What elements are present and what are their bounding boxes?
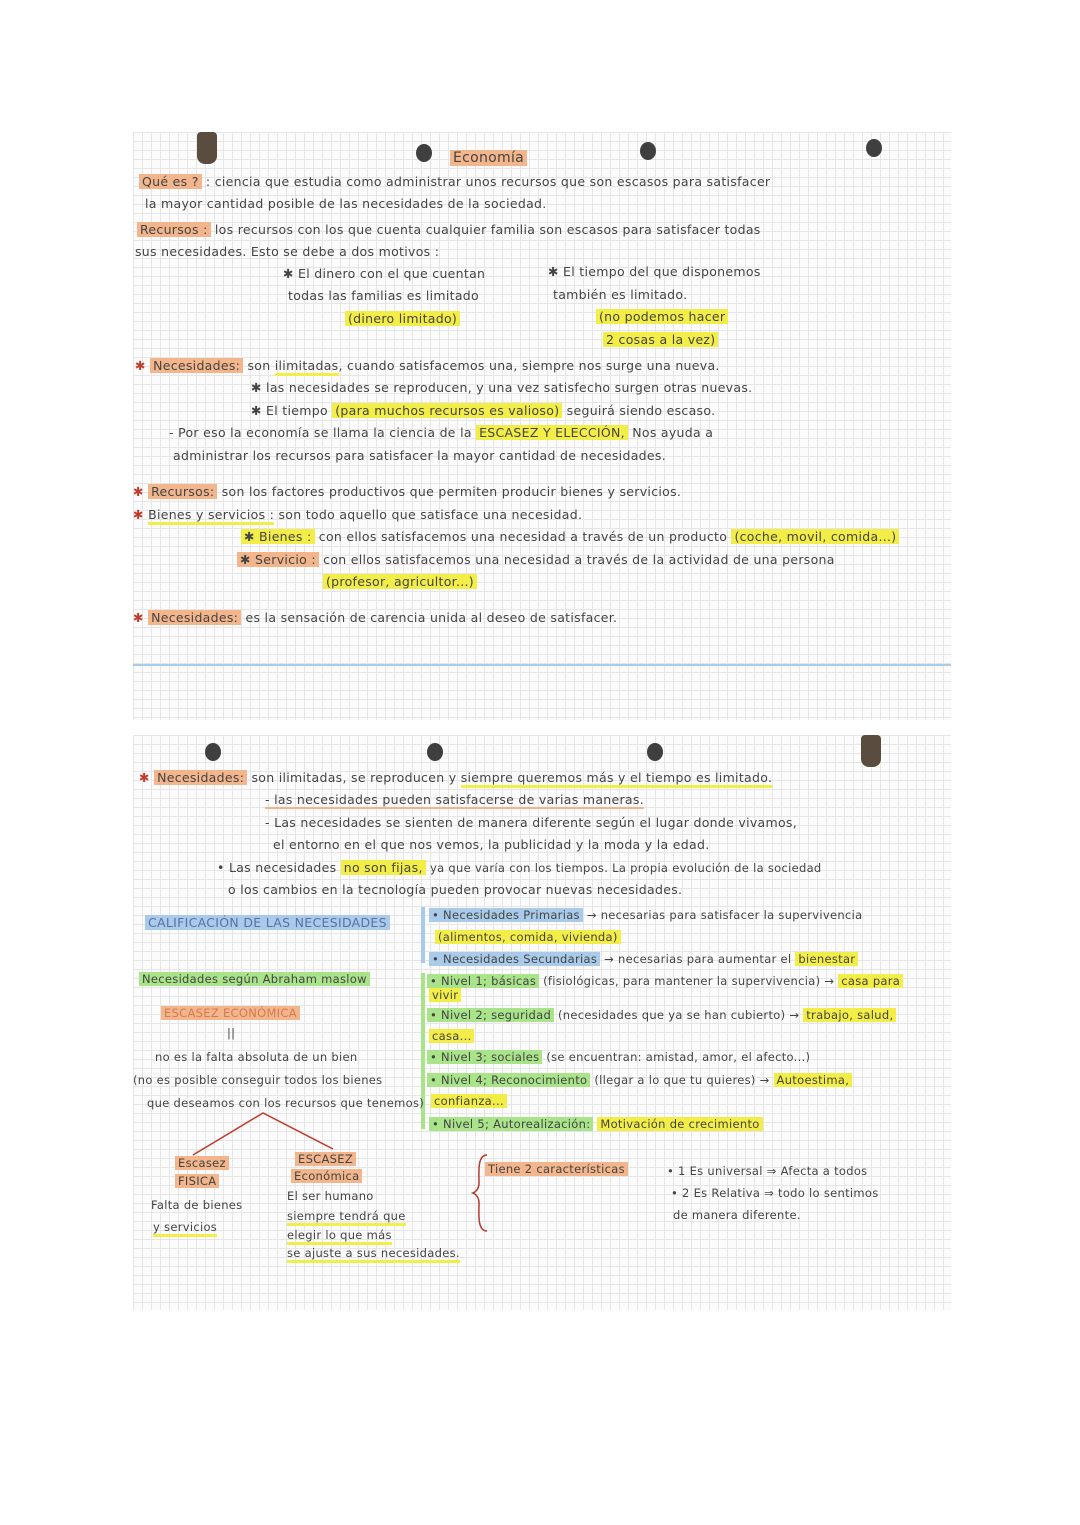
fisica-text1: Falta de bienes: [151, 1198, 243, 1212]
primarias-line: • Necesidades Primarias → necesarias para satisfacer la supervivencia: [429, 907, 862, 923]
bys-label: Bienes y servicios :: [148, 507, 274, 525]
que-es-line: Qué es ? : ciencia que estudia como administrar unos recursos que son escasos para satisfacer: [139, 174, 770, 190]
page-title: Economía: [450, 150, 527, 166]
servicio-note: (profesor, agricultor...): [323, 574, 477, 589]
nec-intro-line: ✱ Necesidades: son ilimitadas, se reproducen y siempre queremos más y el tiempo es limitado.: [139, 770, 772, 786]
econ-text4: se ajuste a sus necesidades.: [287, 1246, 460, 1263]
punch-hole: [427, 743, 443, 761]
secundarias-line: • Necesidades Secundarias → necesarias para aumentar el bienestar: [429, 951, 858, 967]
divider-line: [133, 664, 951, 666]
econ-label1: ESCASEZ: [295, 1152, 356, 1166]
tiempo-note1: (no podemos hacer: [596, 309, 728, 324]
nivel5-line: • Nivel 5; Autorealización: Motivación de crecimiento: [429, 1116, 763, 1132]
recursos2-label: Recursos:: [148, 484, 217, 499]
necesidades-line: ✱ Necesidades: son ilimitadas, cuando satisfacemos una, siempre nos surge una nueva.: [135, 358, 720, 374]
bienes-line: ✱ Bienes : con ellos satisfacemos una necesidad a través de un producto (coche, movil, comida...): [241, 529, 899, 545]
nec-line4: el entorno en el que nos vemos, la publicidad y la moda y la edad.: [273, 837, 710, 852]
carac1: • 1 Es universal ⇒ Afecta a todos: [667, 1164, 868, 1178]
nivel4-line: • Nivel 4; Reconocimiento (llegar a lo que tu quieres) → Autoestima,: [427, 1072, 852, 1088]
necesidades2-line: ✱ Necesidades: es la sensación de carencia unida al deseo de satisfacer.: [133, 610, 618, 625]
tiempo-line2: también es limitado.: [553, 287, 688, 302]
recursos-cont: sus necesidades. Esto se debe a dos motivos :: [135, 244, 440, 259]
nec-line6: o los cambios en la tecnología pueden provocar nuevas necesidades.: [228, 882, 683, 897]
nivel1-line: • Nivel 1; básicas (fisiológicas, para mantener la supervivencia) → casa para: [427, 973, 903, 989]
calif-label: CALIFICACIÓN DE LAS NECESIDADES: [145, 915, 390, 930]
bys-line: ✱ Bienes y servicios : son todo aquello que satisface una necesidad.: [133, 507, 582, 523]
escasez-def2: (no es posible conseguir todos los bienes: [133, 1073, 383, 1087]
bracket-blue: [421, 907, 425, 963]
primarias-note: (alimentos, comida, vivienda): [435, 930, 621, 944]
recursos-label: Recursos :: [137, 222, 211, 237]
punch-hole: [416, 144, 432, 162]
tiempo-note2: 2 cosas a la vez): [603, 332, 718, 347]
escasez-def3: que deseamos con los recursos que tenemos): [147, 1096, 425, 1110]
nivel2-line: • Nivel 2; seguridad (necesidades que ya se han cubierto) → trabajo, salud,: [427, 1007, 896, 1023]
econ-text1: El ser humano: [287, 1189, 374, 1203]
carac2-cont: de manera diferente.: [673, 1208, 801, 1222]
carac2: • 2 Es Relativa ⇒ todo lo sentimos: [671, 1186, 879, 1200]
punch-hole: [866, 139, 882, 157]
dinero-note: (dinero limitado): [345, 311, 460, 326]
punch-hole: [640, 142, 656, 160]
econ-text2: siempre tendrá que: [287, 1209, 406, 1226]
punch-hole: [647, 743, 663, 761]
que-es-label: Qué es ?: [139, 174, 202, 189]
nec-line5: • Las necesidades no son fijas, ya que varía con los tiempos. La propia evolución de la sociedad: [217, 860, 822, 875]
nec-star2: ✱ El tiempo (para muchos recursos es valioso) seguirá siendo escaso.: [251, 403, 716, 418]
binder-tab: [861, 735, 881, 767]
nivel3-line: • Nivel 3; sociales (se encuentran: amistad, amor, el afecto...): [427, 1049, 810, 1065]
maslow-label: Necesidades según Abraham maslow: [139, 972, 370, 986]
nec-line2: - las necesidades pueden satisfacerse de varias maneras.: [265, 792, 644, 807]
por-eso-cont: administrar los recursos para satisfacer la mayor cantidad de necesidades.: [173, 448, 666, 463]
necesidades-label: Necesidades:: [150, 358, 243, 373]
escasez-arrow: ||: [227, 1026, 236, 1040]
fisica-label1: Escasez: [175, 1156, 229, 1170]
carac-label: Tiene 2 características: [485, 1162, 628, 1176]
recursos-line: Recursos : los recursos con los que cuenta cualquier familia son escasos para satisfacer todas: [137, 222, 761, 238]
que-es-cont: la mayor cantidad posible de las necesidades de la sociedad.: [145, 196, 547, 211]
dinero-line2: todas las familias es limitado: [288, 288, 479, 303]
dinero-line1: ✱ El dinero con el que cuentan: [283, 266, 486, 281]
por-eso-line: - Por eso la economía se llama la ciencia de la ESCASEZ Y ELECCIÓN, Nos ayuda a: [169, 425, 714, 440]
escasez-def1: no es la falta absoluta de un bien: [155, 1050, 358, 1064]
nec-label: Necesidades:: [154, 770, 247, 785]
notebook-page-2: ✱ Necesidades: son ilimitadas, se reproducen y siempre queremos más y el tiempo es limitado. - las necesidades pueden satisfacerse de varias maneras. - Las necesidades se sienten de manera diferente según el lugar donde vivamos, el entorno en el que nos vemos, la publicidad y la moda y la edad. • Las necesidades no son fijas, ya que varía con los tiempos. La propia evolución de la sociedad o los cambios en la tecnología pueden provocar nuevas necesidades. CALIFICACIÓN DE LAS NECESIDADES • Necesidades Primarias → necesarias para satisfacer la supervivencia (alimentos, comida, vivienda) • Necesidades Secundarias → necesarias para aumentar el bienestar Necesidades según Abraham maslow • Nivel 1; básicas (fisiológicas, para mantener la supervivencia) → casa para vivir • Nivel 2; seguridad (necesidades que ya se han cubierto) → trabajo, salud, casa... • Nivel 3; sociales (se encuentran: amistad, amor, el afecto...) • Nivel 4; Reconocimiento (llegar a lo que tu quieres) → Autoestima, confianza... • Nivel 5; Autorealización: Motivación de crecimiento ESCASEZ ECONÓMICA || no es la falta absoluta de un bien (no es posible conseguir todos los bienes que deseamos con los recursos que tenemos) Escasez FISICA Falta de bienes y servicios ESCASEZ Económica El ser humano siempre tendrá que elegir lo que más se ajuste a sus necesidades. Tiene 2 características • 1 Es universal ⇒ Afecta a todos • 2 Es Relativa ⇒ todo lo sentimos de manera diferente.: [133, 735, 951, 1310]
notebook-page-1: [133, 132, 951, 720]
nec-line3: - Las necesidades se sienten de manera diferente según el lugar donde vivamos,: [265, 815, 798, 830]
escasez-label: ESCASEZ ECONÓMICA: [161, 1006, 300, 1020]
necesidades2-label: Necesidades:: [148, 610, 241, 625]
servicio-line: ✱ Servicio : con ellos satisfacemos una necesidad a través de la actividad de una persona: [237, 552, 835, 568]
fisica-text2: y servicios: [153, 1220, 217, 1237]
econ-label2: Económica: [291, 1169, 362, 1183]
binder-tab: [197, 132, 217, 164]
nec-star1: ✱ las necesidades se reproducen, y una vez satisfecho surgen otras nuevas.: [251, 380, 753, 395]
econ-text3: elegir lo que más: [287, 1228, 392, 1245]
punch-hole: [205, 743, 221, 761]
tiempo-line1: ✱ El tiempo del que disponemos: [548, 264, 761, 279]
fisica-label2: FISICA: [175, 1174, 219, 1188]
recursos2-line: ✱ Recursos: son los factores productivos que permiten producir bienes y servicios.: [133, 484, 682, 499]
